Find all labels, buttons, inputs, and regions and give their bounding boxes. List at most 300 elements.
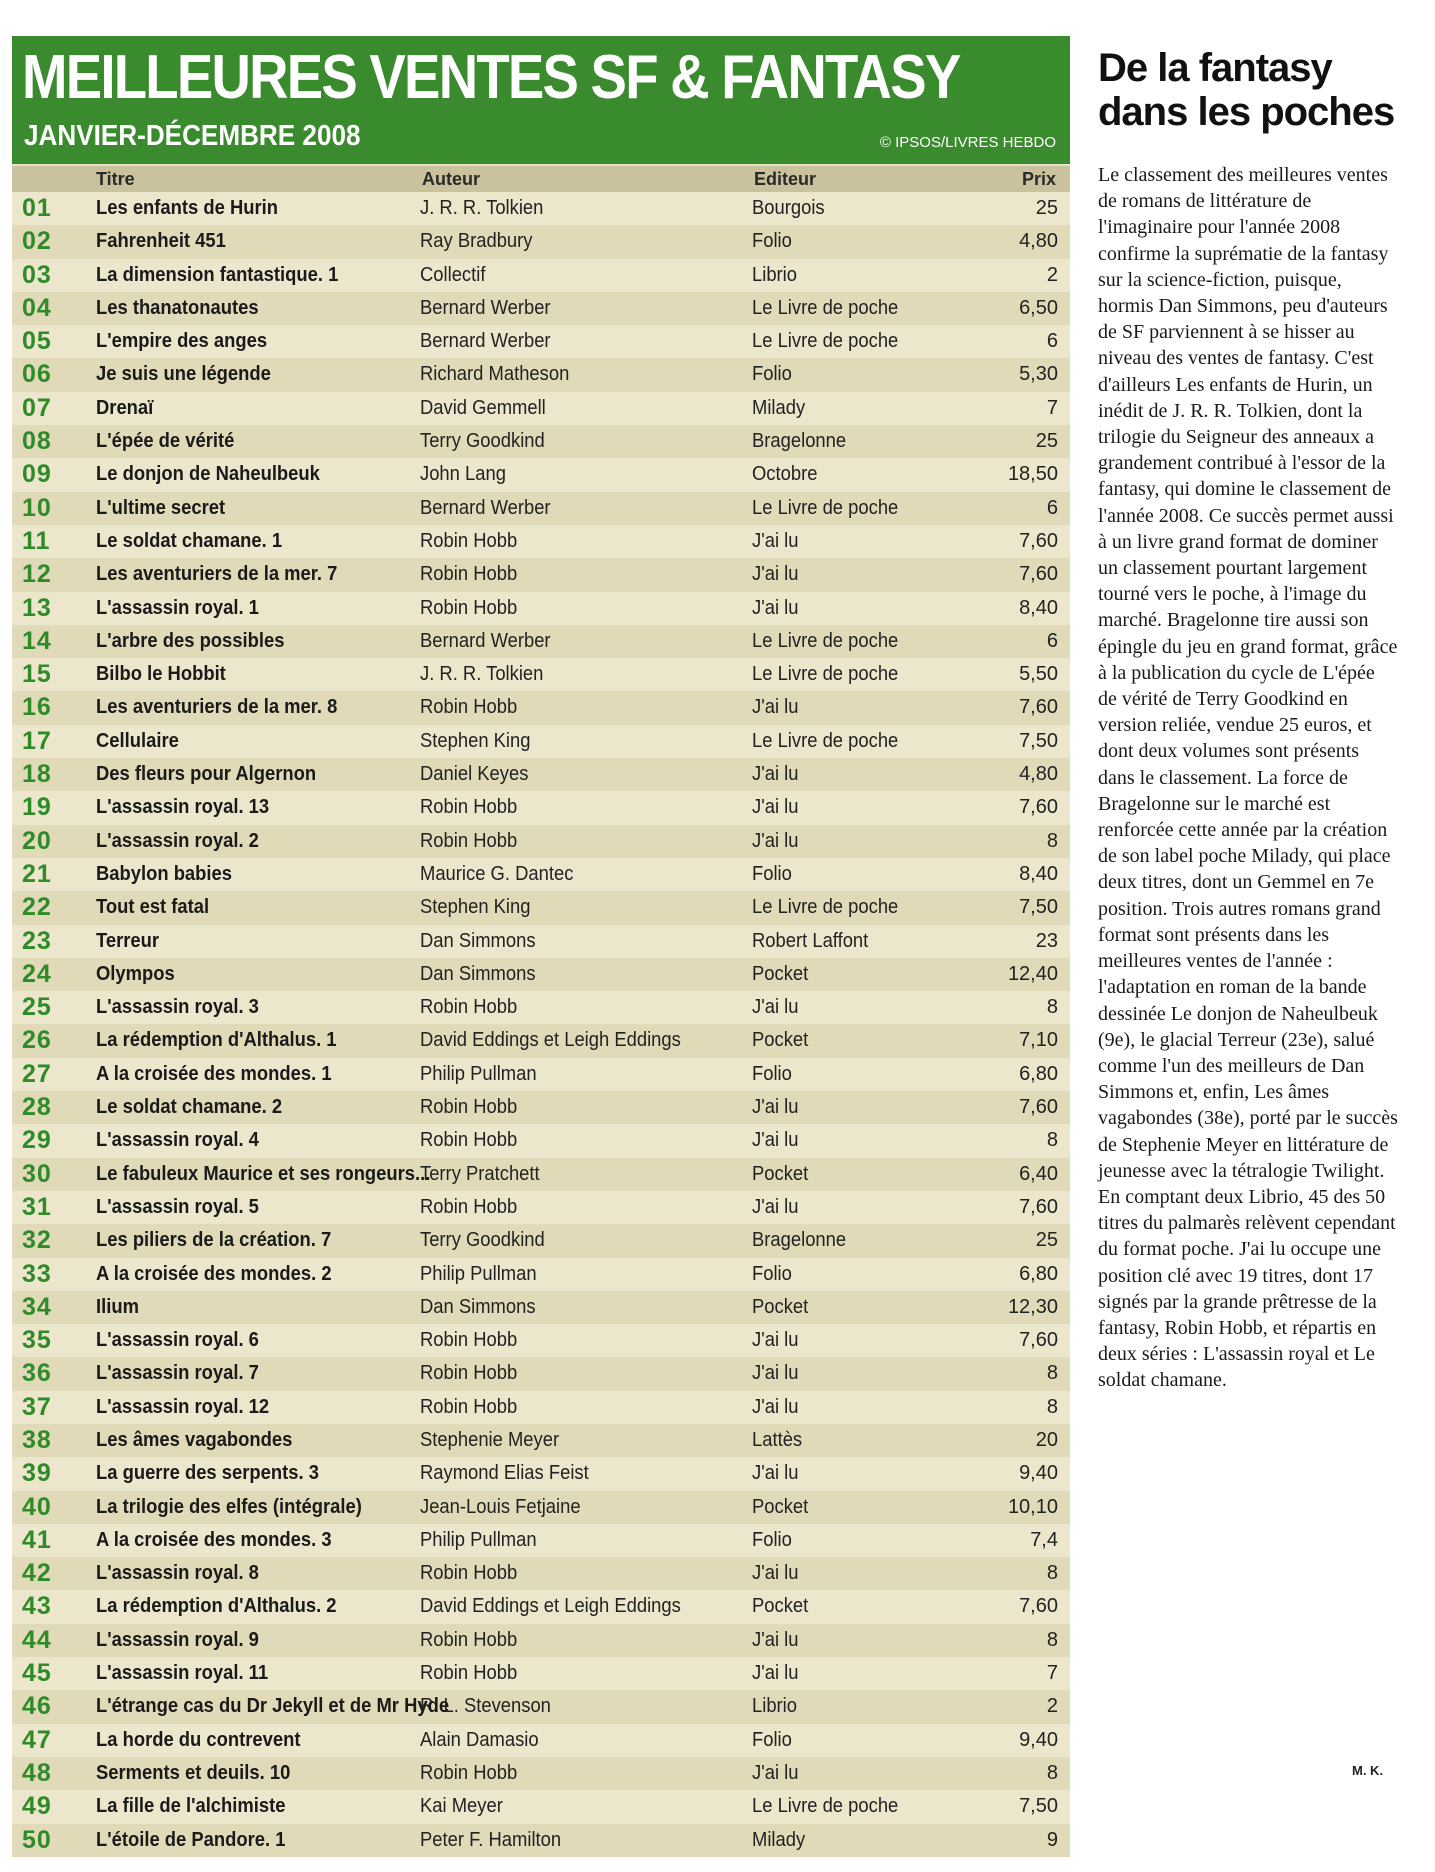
- table-row: [12, 891, 1070, 924]
- book-publisher: Folio: [752, 1062, 792, 1085]
- book-title: Olympos: [96, 962, 175, 985]
- table-row: [12, 1424, 1070, 1457]
- article: [1098, 46, 1398, 1394]
- book-price: 8: [1046, 1395, 1058, 1418]
- rank-number: 39: [22, 1459, 52, 1488]
- book-price: 5,50: [1019, 663, 1058, 686]
- table-row: [12, 1491, 1070, 1524]
- book-author: Terry Goodkind: [420, 430, 545, 453]
- book-publisher: J'ai lu: [752, 829, 799, 852]
- table-row: [12, 1158, 1070, 1191]
- book-price: 25: [1035, 197, 1058, 219]
- table-row: [12, 958, 1070, 991]
- book-price: 6,40: [1019, 1162, 1058, 1185]
- book-price: 7,50: [1019, 1795, 1058, 1818]
- rank-number: 27: [22, 1059, 52, 1088]
- book-publisher: Folio: [752, 1728, 792, 1751]
- book-price: 7,4: [1030, 1528, 1058, 1551]
- book-author: David Eddings et Leigh Eddings: [420, 1595, 681, 1618]
- book-publisher: J'ai lu: [752, 1362, 799, 1385]
- book-publisher: J'ai lu: [752, 563, 799, 586]
- rank-number: 01: [22, 194, 52, 222]
- book-author: Robin Hobb: [420, 696, 518, 719]
- book-author: Jean-Louis Fetjaine: [420, 1495, 581, 1518]
- article-body: Le classement des meilleures ventes de romans de littérature de l'imaginaire pour l'année 2008 confirme la suprématie de la fantasy sur la science-fiction, puisque, hormis Dan Simmons, peu d'auteurs de SF parviennent à se hisser au niveau des ventes de fantasy. C'est d'ailleurs Les enfants de Hurin, un inédit de J. R. R. Tolkien, dont la trilogie du Seigneur des anneaux a grandement contribué à l'essor de la fantasy, qui domine le classement de l'année 2008. Ce succès permet aussi à un livre grand format de dominer un classement pourtant largement tourné vers le poche, à l'image du marché. Bragelonne tire aussi son épingle du jeu en grand format, grâce à la publication du cycle de L'épée de vérité de Terry Goodkind en version reliée, vendue 25 euros, et dont deux volumes sont présents dans le classement. La force de Bragelonne sur le marché est renforcée cette année par la création de son label poche Milady, qui place deux titres, dont un Gemmel en 7e position. Trois autres romans grand format sont présents dans les meilleures ventes de l'année : l'adaptation en roman de la bande dessinée Le donjon de Naheulbeuk (9e), le glacial Terreur (23e), salué comme l'un des meilleurs de Dan Simmons et, enfin, Les âmes vagabondes (38e), porté par le succès de Stephenie Meyer en littérature de jeunesse avec la tétralogie Twilight. En comptant deux Librio, 45 des 50 titres du palmarès relèvent cependant du format poche. J'ai lu occupe une position clé avec 19 titres, dont 17 signés par la grande prêtresse de la fantasy, Robin Hobb, et répartis en deux séries : L'assassin royal et Le soldat chamane.: [1098, 164, 1398, 1392]
- book-title: La guerre des serpents. 3: [96, 1462, 319, 1485]
- book-price: 9: [1046, 1828, 1058, 1851]
- rank-number: 05: [22, 327, 52, 356]
- book-title: La dimension fantastique. 1: [96, 263, 339, 286]
- book-publisher: J'ai lu: [752, 1195, 799, 1218]
- table-row: [12, 725, 1070, 758]
- book-publisher: J'ai lu: [752, 596, 799, 619]
- book-title: L'étoile de Pandore. 1: [96, 1828, 286, 1851]
- table-row: [12, 1457, 1070, 1490]
- book-price: 6: [1046, 496, 1058, 519]
- book-price: 8: [1046, 829, 1058, 852]
- book-author: Daniel Keyes: [420, 763, 529, 786]
- table-row: [12, 1024, 1070, 1057]
- book-author: Dan Simmons: [420, 1295, 536, 1318]
- table-row: [12, 225, 1070, 258]
- table-row: [12, 925, 1070, 958]
- book-title: L'assassin royal. 2: [96, 829, 259, 852]
- book-publisher: J'ai lu: [752, 996, 799, 1019]
- book-author: Bernard Werber: [420, 496, 551, 519]
- book-price: 7,10: [1019, 1029, 1058, 1052]
- rank-number: 25: [22, 993, 52, 1022]
- rank-number: 42: [22, 1559, 52, 1588]
- book-publisher: J'ai lu: [752, 1395, 799, 1418]
- table-row: [12, 558, 1070, 591]
- book-price: 10,10: [1007, 1495, 1058, 1518]
- rank-number: 23: [22, 926, 52, 955]
- book-title: Babylon babies: [96, 862, 232, 885]
- table-banner: [12, 36, 1070, 164]
- book-publisher: Milady: [752, 396, 806, 419]
- table-row: [12, 1357, 1070, 1390]
- rank-number: 02: [22, 227, 52, 256]
- book-title: La fille de l'alchimiste: [96, 1795, 286, 1818]
- book-price: 4,80: [1019, 230, 1058, 253]
- table-row: [12, 325, 1070, 358]
- table-row: [12, 1258, 1070, 1291]
- table-row: [12, 458, 1070, 491]
- table-row: [12, 592, 1070, 625]
- book-publisher: Le Livre de poche: [752, 629, 899, 652]
- book-title: Je suis une légende: [96, 363, 271, 386]
- book-author: Stephenie Meyer: [420, 1428, 560, 1451]
- table-row: [12, 1058, 1070, 1091]
- book-publisher: Le Livre de poche: [752, 496, 899, 519]
- header-title: Titre: [96, 169, 135, 189]
- book-title: Fahrenheit 451: [96, 230, 226, 253]
- rank-number: 22: [22, 893, 52, 922]
- book-price: 8,40: [1019, 596, 1058, 619]
- table-row: [12, 825, 1070, 858]
- book-price: 18,50: [1007, 463, 1058, 486]
- book-publisher: J'ai lu: [752, 1662, 799, 1685]
- book-author: R. L. Stevenson: [420, 1695, 551, 1718]
- table-row: [12, 1657, 1070, 1690]
- rank-number: 21: [22, 859, 52, 888]
- table-row: [12, 791, 1070, 824]
- book-publisher: J'ai lu: [752, 1462, 799, 1485]
- book-title: Les piliers de la création. 7: [96, 1229, 332, 1252]
- book-title: L'épée de vérité: [96, 430, 235, 453]
- book-author: J. R. R. Tolkien: [420, 197, 544, 219]
- book-title: L'assassin royal. 11: [96, 1662, 269, 1685]
- book-price: 7,50: [1019, 729, 1058, 752]
- rank-number: 13: [22, 593, 52, 622]
- book-title: L'ultime secret: [96, 496, 226, 519]
- rank-number: 18: [22, 760, 52, 789]
- book-price: 8: [1046, 1362, 1058, 1385]
- book-publisher: Le Livre de poche: [752, 896, 899, 919]
- book-title: Les aventuriers de la mer. 7: [96, 563, 338, 586]
- book-publisher: Bourgois: [752, 197, 825, 219]
- table-row: [12, 492, 1070, 525]
- table-row: [12, 858, 1070, 891]
- book-price: 20: [1035, 1428, 1058, 1451]
- rank-number: 35: [22, 1326, 52, 1355]
- table-body: [12, 192, 1070, 1857]
- book-publisher: Folio: [752, 1262, 792, 1285]
- book-publisher: Le Livre de poche: [752, 729, 899, 752]
- rank-number: 41: [22, 1525, 52, 1554]
- book-publisher: Pocket: [752, 1029, 809, 1052]
- book-title: L'assassin royal. 9: [96, 1628, 259, 1651]
- book-price: 25: [1035, 430, 1058, 453]
- book-author: Robin Hobb: [420, 1395, 518, 1418]
- book-price: 2: [1046, 263, 1058, 286]
- book-publisher: J'ai lu: [752, 529, 799, 552]
- book-author: Collectif: [420, 263, 486, 286]
- rank-number: 24: [22, 959, 52, 988]
- rank-number: 49: [22, 1792, 52, 1821]
- book-author: Robin Hobb: [420, 529, 518, 552]
- book-price: 8: [1046, 1562, 1058, 1585]
- book-title: La rédemption d'Althalus. 2: [96, 1595, 337, 1618]
- rank-number: 16: [22, 693, 52, 722]
- table-row: [12, 1091, 1070, 1124]
- book-price: 2: [1046, 1695, 1058, 1718]
- book-author: John Lang: [420, 463, 506, 486]
- book-author: J. R. R. Tolkien: [420, 663, 544, 686]
- book-title: L'assassin royal. 5: [96, 1195, 259, 1218]
- book-author: Ray Bradbury: [420, 230, 533, 253]
- rank-number: 44: [22, 1625, 52, 1654]
- book-publisher: Milady: [752, 1828, 806, 1851]
- book-price: 7,60: [1019, 563, 1058, 586]
- book-author: Robin Hobb: [420, 1628, 518, 1651]
- book-price: 7,50: [1019, 896, 1058, 919]
- table-row: [12, 1391, 1070, 1424]
- book-title: A la croisée des mondes. 2: [96, 1262, 332, 1285]
- table-subtitle: JANVIER-DÉCEMBRE 2008: [24, 120, 361, 152]
- book-price: 7,60: [1019, 1329, 1058, 1352]
- book-title: Les âmes vagabondes: [96, 1428, 293, 1451]
- book-publisher: J'ai lu: [752, 763, 799, 786]
- book-title: Le donjon de Naheulbeuk: [96, 463, 320, 486]
- book-title: L'assassin royal. 6: [96, 1329, 259, 1352]
- rank-number: 37: [22, 1392, 52, 1421]
- rank-number: 15: [22, 660, 52, 689]
- book-author: Peter F. Hamilton: [420, 1828, 562, 1851]
- rank-number: 06: [22, 360, 52, 389]
- book-author: Stephen King: [420, 729, 531, 752]
- book-price: 6,50: [1019, 296, 1058, 319]
- header-publisher: Editeur: [754, 169, 817, 189]
- article-heading: De la fantasy dans les poches: [1098, 46, 1395, 134]
- book-title: Terreur: [96, 929, 160, 952]
- book-author: Robin Hobb: [420, 829, 518, 852]
- table-row: [12, 192, 1070, 225]
- table-row: [12, 658, 1070, 691]
- book-title: La trilogie des elfes (intégrale): [96, 1495, 362, 1518]
- book-author: Dan Simmons: [420, 962, 536, 985]
- rank-number: 10: [22, 493, 52, 522]
- book-price: 12,40: [1007, 962, 1058, 985]
- book-price: 12,30: [1007, 1295, 1058, 1318]
- book-author: Raymond Elias Feist: [420, 1462, 589, 1485]
- book-publisher: J'ai lu: [752, 1628, 799, 1651]
- book-price: 6,80: [1019, 1062, 1058, 1085]
- rank-number: 32: [22, 1226, 52, 1255]
- book-price: 6,80: [1019, 1262, 1058, 1285]
- book-publisher: Librio: [752, 263, 798, 286]
- book-publisher: Robert Laffont: [752, 929, 869, 952]
- rank-number: 43: [22, 1592, 52, 1621]
- book-title: Cellulaire: [96, 729, 179, 752]
- book-publisher: Lattès: [752, 1428, 803, 1451]
- book-publisher: J'ai lu: [752, 696, 799, 719]
- table-row: [12, 1124, 1070, 1157]
- header-price: Prix: [1021, 169, 1056, 189]
- table-row: [12, 425, 1070, 458]
- rank-number: 34: [22, 1292, 52, 1321]
- book-publisher: J'ai lu: [752, 1761, 799, 1784]
- book-title: Ilium: [96, 1295, 139, 1318]
- rank-number: 29: [22, 1126, 52, 1155]
- table-credit: © IPSOS/LIVRES HEBDO: [879, 134, 1056, 151]
- rank-number: 12: [22, 560, 52, 589]
- book-publisher: J'ai lu: [752, 796, 799, 819]
- book-publisher: Folio: [752, 1528, 792, 1551]
- book-author: Maurice G. Dantec: [420, 862, 574, 885]
- book-title: Les thanatonautes: [96, 296, 259, 319]
- book-title: Bilbo le Hobbit: [96, 663, 226, 686]
- book-author: Kai Meyer: [420, 1795, 503, 1818]
- table-row: [12, 525, 1070, 558]
- table-row: [12, 1557, 1070, 1590]
- book-author: David Gemmell: [420, 396, 546, 419]
- table-row: [12, 358, 1070, 391]
- rank-number: 45: [22, 1659, 52, 1688]
- book-publisher: Bragelonne: [752, 430, 847, 453]
- rank-number: 48: [22, 1758, 52, 1787]
- book-author: Robin Hobb: [420, 796, 518, 819]
- table-row: [12, 1191, 1070, 1224]
- book-title: Tout est fatal: [96, 896, 210, 919]
- book-author: Robin Hobb: [420, 1362, 518, 1385]
- book-publisher: Folio: [752, 862, 792, 885]
- book-title: La rédemption d'Althalus. 1: [96, 1029, 337, 1052]
- book-author: Alain Damasio: [420, 1728, 539, 1751]
- book-author: Terry Pratchett: [420, 1162, 540, 1185]
- book-author: Richard Matheson: [420, 363, 570, 386]
- book-author: Robin Hobb: [420, 563, 518, 586]
- table-row: [12, 1624, 1070, 1657]
- book-author: Robin Hobb: [420, 1329, 518, 1352]
- book-publisher: J'ai lu: [752, 1562, 799, 1585]
- book-publisher: Folio: [752, 363, 792, 386]
- rank-number: 33: [22, 1259, 52, 1288]
- book-author: Robin Hobb: [420, 996, 518, 1019]
- rank-number: 20: [22, 826, 52, 855]
- table-row: [12, 1224, 1070, 1257]
- book-publisher: Le Livre de poche: [752, 296, 899, 319]
- book-author: Philip Pullman: [420, 1062, 537, 1085]
- table-row: [12, 1824, 1070, 1857]
- rank-number: 38: [22, 1425, 52, 1454]
- book-publisher: Folio: [752, 230, 792, 253]
- table-row: [12, 758, 1070, 791]
- book-author: Philip Pullman: [420, 1262, 537, 1285]
- rank-number: 40: [22, 1492, 52, 1521]
- table-row: [12, 991, 1070, 1024]
- table-title: MEILLEURES VENTES SF & FANTASY: [22, 43, 960, 112]
- book-title: Le soldat chamane. 2: [96, 1096, 283, 1119]
- rank-number: 08: [22, 427, 52, 456]
- book-publisher: Le Livre de poche: [752, 1795, 899, 1818]
- rank-number: 26: [22, 1026, 52, 1055]
- table-row: [12, 259, 1070, 292]
- book-publisher: Librio: [752, 1695, 798, 1718]
- book-title: Serments et deuils. 10: [96, 1761, 291, 1784]
- book-publisher: Pocket: [752, 962, 809, 985]
- table-row: [12, 1724, 1070, 1757]
- book-publisher: Octobre: [752, 463, 818, 486]
- book-publisher: Pocket: [752, 1495, 809, 1518]
- rank-number: 11: [22, 526, 51, 555]
- book-title: L'assassin royal. 1: [96, 596, 259, 619]
- book-price: 23: [1035, 929, 1058, 952]
- rank-number: 07: [22, 393, 52, 422]
- book-publisher: J'ai lu: [752, 1329, 799, 1352]
- book-title: A la croisée des mondes. 3: [96, 1528, 332, 1551]
- rank-number: 31: [22, 1192, 52, 1221]
- book-title: Des fleurs pour Algernon: [96, 763, 317, 786]
- book-price: 7,60: [1019, 1096, 1058, 1119]
- book-title: L'arbre des possibles: [96, 629, 285, 652]
- table-row: [12, 292, 1070, 325]
- rank-number: 46: [22, 1692, 52, 1721]
- book-author: Bernard Werber: [420, 296, 551, 319]
- book-publisher: Bragelonne: [752, 1229, 847, 1252]
- book-price: 8: [1046, 1129, 1058, 1152]
- book-price: 25: [1035, 1229, 1058, 1252]
- rank-number: 09: [22, 460, 52, 489]
- book-author: Bernard Werber: [420, 330, 551, 353]
- table-row: [12, 1291, 1070, 1324]
- book-price: 7,60: [1019, 696, 1058, 719]
- book-price: 8,40: [1019, 862, 1058, 885]
- book-publisher: Pocket: [752, 1595, 809, 1618]
- table-row: [12, 1590, 1070, 1623]
- book-publisher: Le Livre de poche: [752, 330, 899, 353]
- book-author: Robin Hobb: [420, 1195, 518, 1218]
- rank-number: 17: [22, 726, 52, 755]
- table-row: [12, 392, 1070, 425]
- table-row: [12, 1524, 1070, 1557]
- rank-number: 28: [22, 1093, 52, 1122]
- book-title: L'assassin royal. 8: [96, 1562, 259, 1585]
- book-author: Robin Hobb: [420, 1129, 518, 1152]
- book-title: L'assassin royal. 3: [96, 996, 259, 1019]
- book-publisher: Pocket: [752, 1295, 809, 1318]
- book-title: L'étrange cas du Dr Jekyll et de Mr Hyde: [96, 1695, 450, 1718]
- book-title: L'empire des anges: [96, 330, 268, 353]
- book-author: Robin Hobb: [420, 1662, 518, 1685]
- book-price: 8: [1046, 1761, 1058, 1784]
- table-row: [12, 1757, 1070, 1790]
- book-author: Robin Hobb: [420, 596, 518, 619]
- book-title: L'assassin royal. 7: [96, 1362, 259, 1385]
- book-publisher: J'ai lu: [752, 1129, 799, 1152]
- book-title: L'assassin royal. 4: [96, 1129, 259, 1152]
- rank-number: 04: [22, 293, 52, 322]
- rank-number: 36: [22, 1359, 52, 1388]
- book-author: Robin Hobb: [420, 1562, 518, 1585]
- book-price: 6: [1046, 330, 1058, 353]
- book-publisher: J'ai lu: [752, 1096, 799, 1119]
- table-row: [12, 1790, 1070, 1823]
- header-author: Auteur: [422, 169, 480, 189]
- book-author: Stephen King: [420, 896, 531, 919]
- book-publisher: Pocket: [752, 1162, 809, 1185]
- table-header-row: [12, 166, 1070, 192]
- book-price: 7,60: [1019, 1195, 1058, 1218]
- book-price: 9,40: [1019, 1462, 1058, 1485]
- rank-number: 14: [22, 626, 52, 655]
- rank-number: 03: [22, 260, 52, 289]
- book-price: 7,60: [1019, 1595, 1058, 1618]
- book-author: Dan Simmons: [420, 929, 536, 952]
- book-author: Philip Pullman: [420, 1528, 537, 1551]
- book-price: 5,30: [1019, 363, 1058, 386]
- book-price: 7,60: [1019, 796, 1058, 819]
- book-title: La horde du contrevent: [96, 1728, 301, 1751]
- book-price: 6: [1046, 629, 1058, 652]
- table-row: [12, 625, 1070, 658]
- book-author: Robin Hobb: [420, 1096, 518, 1119]
- book-publisher: Le Livre de poche: [752, 663, 899, 686]
- rank-number: 50: [22, 1825, 52, 1854]
- book-title: Les enfants de Hurin: [96, 197, 278, 219]
- book-title: Les aventuriers de la mer. 8: [96, 696, 338, 719]
- rank-number: 47: [22, 1725, 52, 1754]
- bestseller-table: [12, 36, 1070, 1856]
- book-price: 9,40: [1019, 1728, 1058, 1751]
- article-signature: M. K.: [1352, 1763, 1384, 1778]
- book-author: Bernard Werber: [420, 629, 551, 652]
- table-row: [12, 1690, 1070, 1723]
- book-title: A la croisée des mondes. 1: [96, 1062, 332, 1085]
- rank-number: 30: [22, 1159, 52, 1188]
- book-price: 7: [1046, 396, 1058, 419]
- book-title: Drenaï: [96, 396, 154, 419]
